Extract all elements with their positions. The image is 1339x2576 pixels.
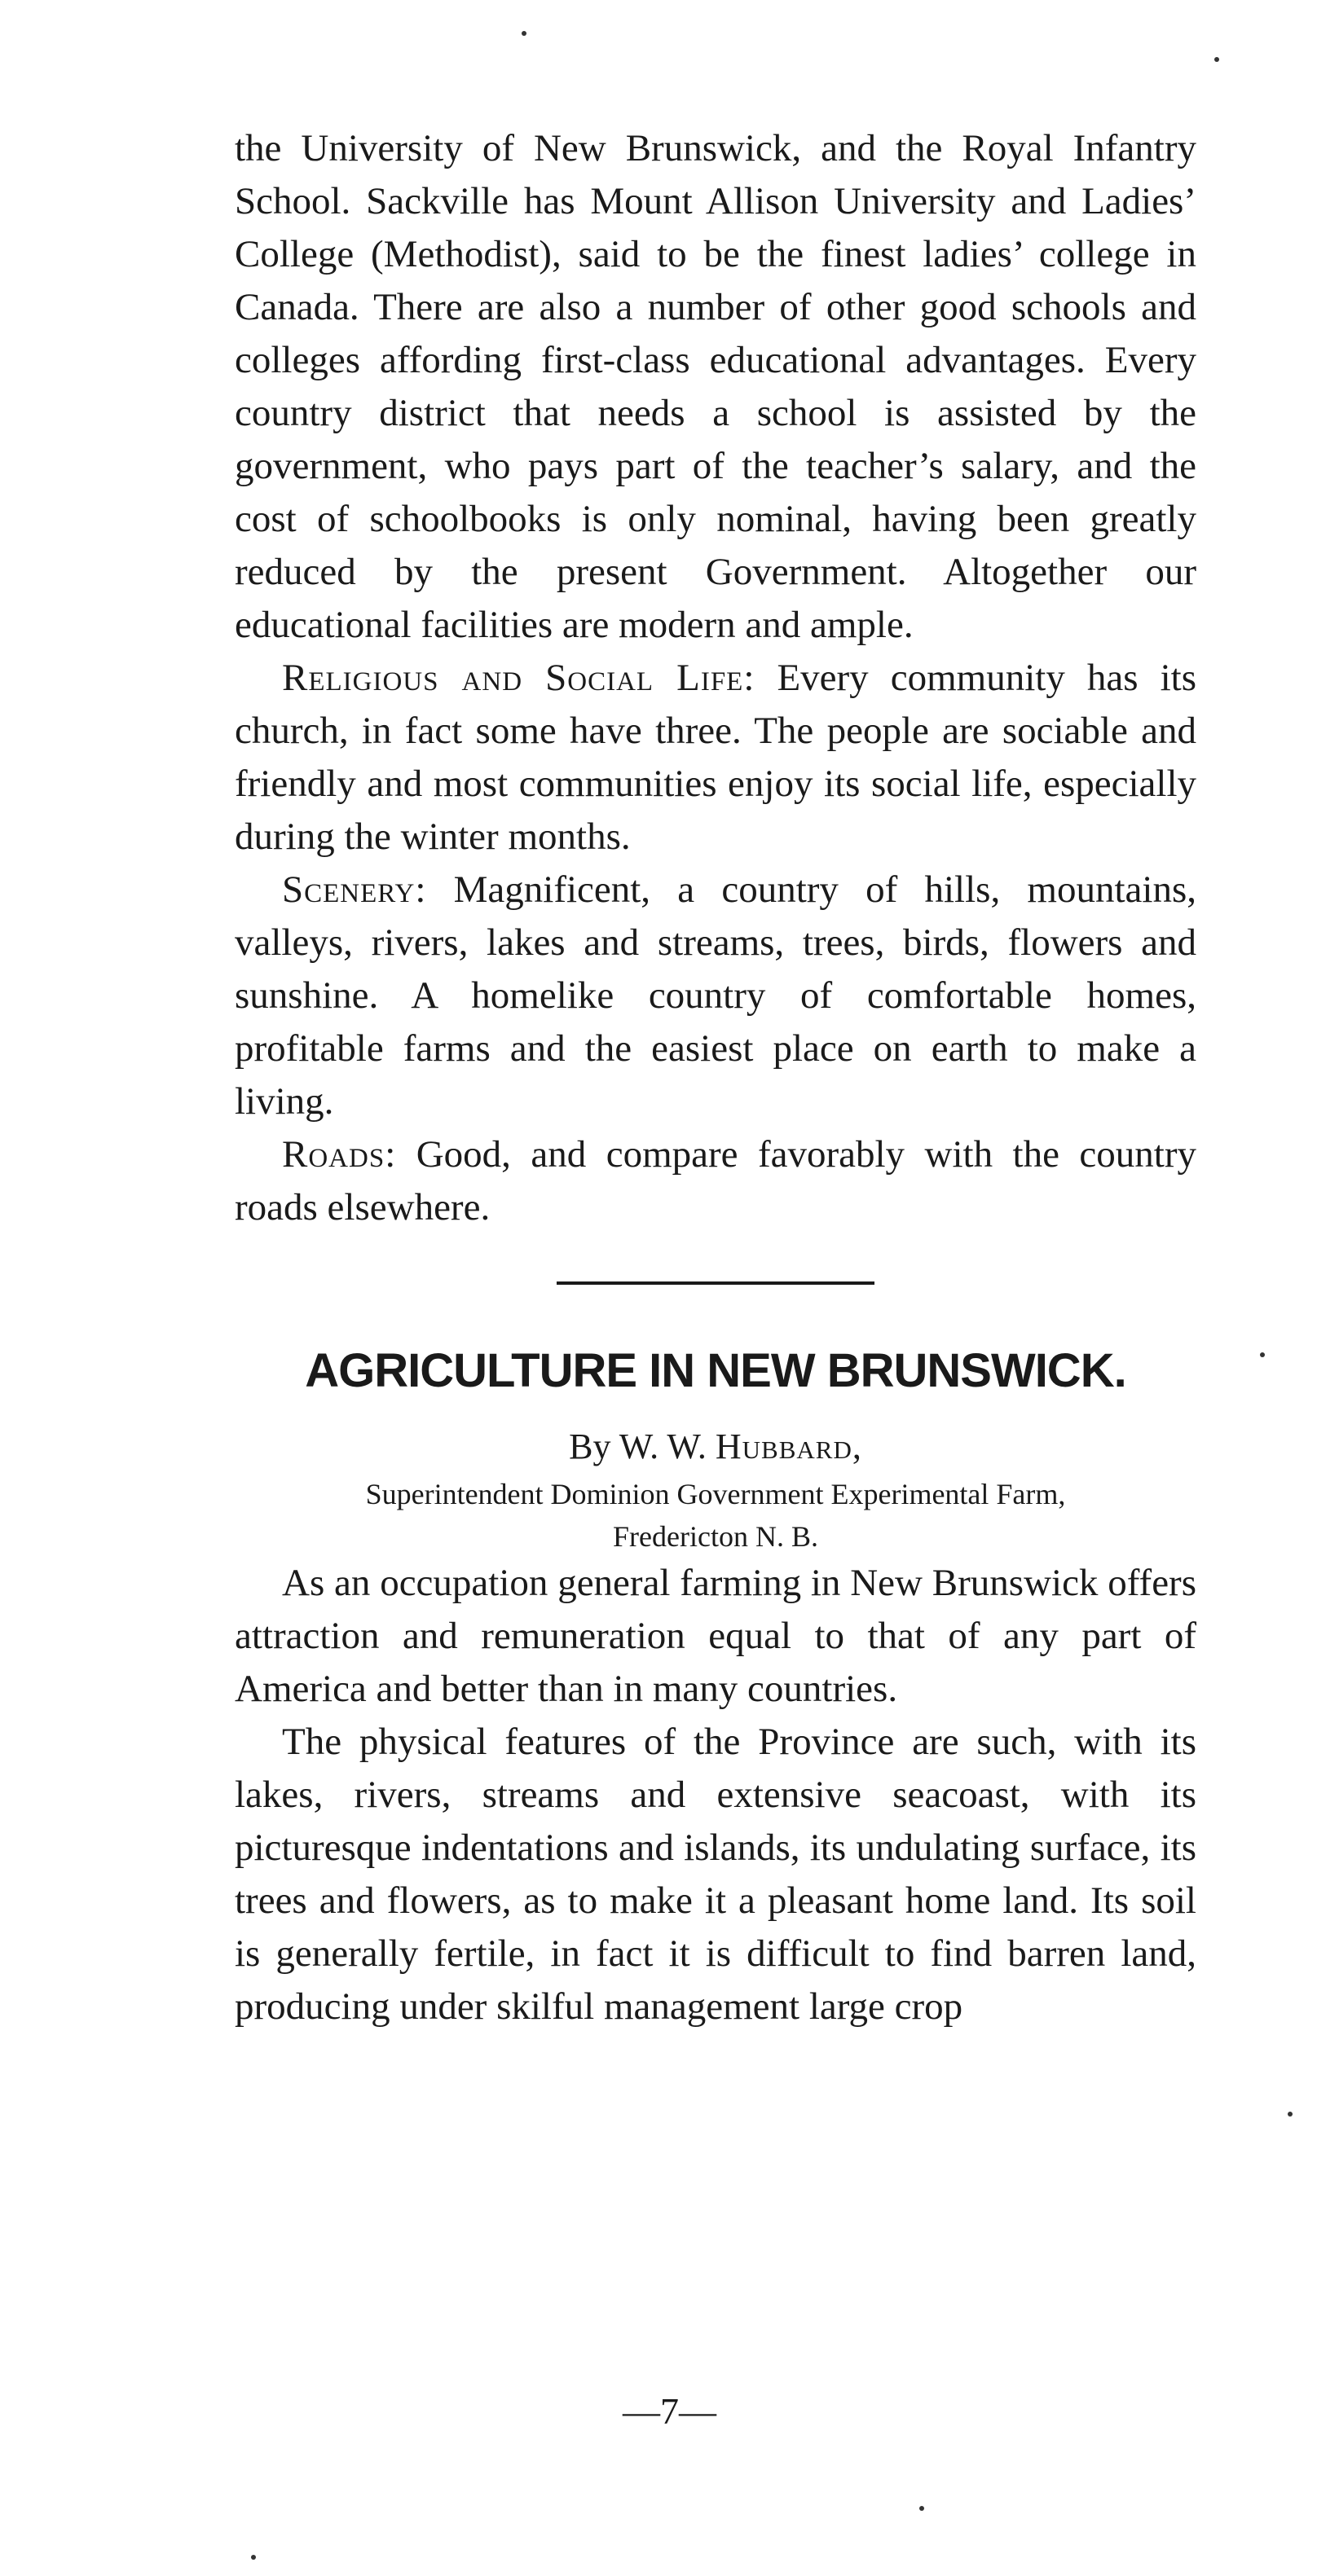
scenery-heading: Scenery: (282, 868, 427, 911)
byline-author: Hubbard, (715, 1426, 862, 1466)
scenery-paragraph (235, 864, 1196, 1128)
roads-text: Good, and compare favorably with the country roads elsewhere. (235, 1133, 1196, 1229)
article-byline (235, 1422, 1196, 1472)
page-number: —7— (623, 2390, 716, 2432)
article-title: AGRICULTURE IN NEW BRUNSWICK. (305, 1344, 1126, 1397)
scan-speck (919, 2506, 924, 2511)
scan-speck (1288, 2112, 1293, 2117)
byline-prefix: By W. W. (569, 1426, 716, 1466)
roads-paragraph (235, 1128, 1196, 1234)
article-paragraph-1: As an occupation general farming in New Brunswick offers attraction and remuneration equal to that of any part of America and better than in many countries. (235, 1562, 1196, 1710)
scan-speck (522, 31, 526, 36)
religious-social-heading: Religious and Social Life: (282, 657, 755, 699)
scenery-text: Magnificent, a country of hills, mountains, valleys, rivers, lakes and streams, trees, birds, flowers and sunshine. A homelike country of comfortable homes, profitable farms and the easiest place on earth to make a living. (235, 868, 1196, 1123)
religious-social-paragraph (235, 652, 1196, 864)
religious-social-text: Every community has its church, in fact some have three. The people are sociable and friendly and most communities enjoy its social life, especially during the winter months. (235, 657, 1196, 858)
article-paragraph-2: The physical features of the Province are such, with its lakes, rivers, streams and extensive seacoast, with its picturesque indentations and islands, its undulating surface, its trees and flowers, as to make it a pleasant home land. Its soil is generally fertile, in fact it is difficult to find barren land, producing under skilful management large crop (235, 1721, 1196, 2028)
scan-speck (1260, 1352, 1265, 1357)
text-column (235, 122, 1196, 2033)
scan-speck (251, 2555, 256, 2560)
section-divider (557, 1281, 874, 1285)
author-affiliation-line-1: Superintendent Dominion Government Experimental Farm, (365, 1478, 1066, 1510)
roads-heading: Roads: (282, 1133, 397, 1176)
scan-speck (1214, 57, 1219, 62)
continued-paragraph: the University of New Brunswick, and the Royal Infantry School. Sackville has Mount Allison University and Ladies’ College (Methodist), said to be the finest ladies’ college in Canada. There are also a number of other good schools and colleges affording first-class educational advantages. Every country district that needs a school is assisted by the government, who pays part of the teacher’s salary, and the cost of schoolbooks is only nominal, having been greatly reduced by the present Government. Altogether our educational facilities are modern and ample. (235, 127, 1196, 646)
author-affiliation-line-2: Fredericton N. B. (613, 1520, 818, 1553)
